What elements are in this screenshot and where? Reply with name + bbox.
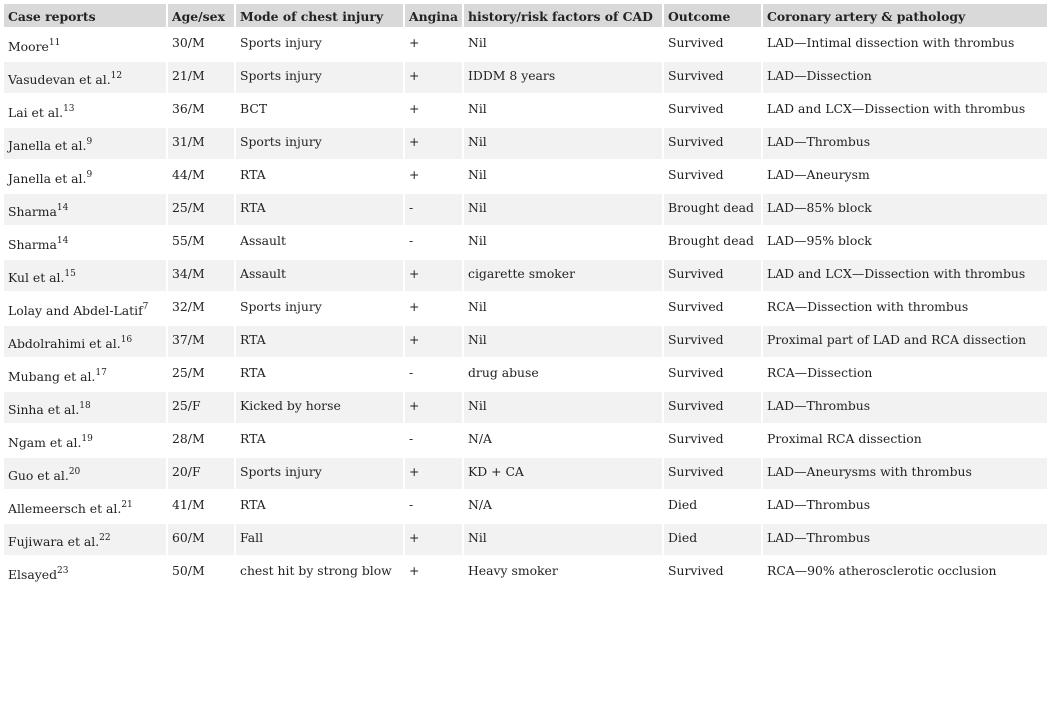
header-outcome: Outcome — [664, 4, 761, 27]
reference-number: 20 — [68, 467, 81, 477]
angina-cell: - — [409, 233, 414, 248]
outcome-cell: Survived — [664, 128, 761, 159]
outcome-cell: Survived — [664, 458, 761, 489]
history-cell: Nil — [464, 524, 662, 555]
case-cell — [4, 95, 166, 126]
age-sex-cell: 36/M — [172, 101, 205, 116]
pathology-cell: LAD—Thrombus — [763, 128, 1047, 159]
mode-cell: RTA — [240, 167, 266, 182]
pathology-cell: RCA—Dissection with thrombus — [767, 299, 969, 314]
reference-number: 23 — [57, 566, 69, 576]
mode-cell: Sports injury — [236, 128, 403, 159]
table-row — [4, 359, 1047, 390]
history-cell: Nil — [468, 101, 487, 116]
pathology-cell: Proximal part of LAD and RCA dissection — [763, 326, 1047, 357]
case-cell — [4, 557, 166, 588]
history-cell: drug abuse — [468, 365, 539, 380]
table-row — [4, 128, 1047, 159]
header-pathology: Coronary artery & pathology — [763, 4, 1047, 27]
outcome-cell: Brought dead — [664, 194, 761, 225]
mode-cell: Fall — [236, 524, 403, 555]
outcome-cell: Brought dead — [668, 233, 754, 248]
pathology-cell: LAD and LCX—Dissection with thrombus — [763, 260, 1047, 291]
reference-number: 9 — [86, 137, 93, 147]
outcome-cell: Survived — [668, 365, 724, 380]
history-cell: cigarette smoker — [464, 260, 662, 291]
age-sex-cell: 30/M — [172, 35, 205, 50]
angina-cell: + — [405, 260, 462, 291]
age-sex-cell: 32/M — [172, 299, 205, 314]
angina-cell: + — [405, 458, 462, 489]
case-name: Fujiwara et al. — [8, 534, 100, 549]
angina-cell: + — [405, 62, 462, 93]
history-cell: Heavy smoker — [468, 563, 558, 578]
pathology-cell: LAD—Aneurysms with thrombus — [763, 458, 1047, 489]
angina-cell: + — [409, 167, 420, 182]
angina-cell: + — [409, 35, 420, 50]
table-row — [4, 62, 1047, 93]
pathology-cell: LAD—Thrombus — [763, 524, 1047, 555]
header-mode: Mode of chest injury — [236, 4, 403, 27]
history-cell: N/A — [468, 431, 492, 446]
table-row — [4, 425, 1047, 456]
reference-number: 13 — [63, 104, 75, 114]
angina-cell: - — [409, 497, 414, 512]
table-row — [4, 227, 1047, 258]
case-cell — [4, 194, 166, 225]
age-sex-cell: 25/M — [168, 194, 234, 225]
history-cell: Nil — [468, 35, 487, 50]
history-cell: Nil — [468, 167, 487, 182]
case-cell — [4, 293, 166, 324]
angina-cell: + — [405, 128, 462, 159]
table-row — [4, 260, 1047, 291]
mode-cell: RTA — [236, 326, 403, 357]
case-name: Lolay and Abdel-Latif — [8, 303, 143, 318]
table-row — [4, 491, 1047, 522]
angina-cell: + — [405, 326, 462, 357]
reference-number: 22 — [99, 533, 111, 543]
case-name: Vasudevan et al. — [8, 72, 111, 87]
case-name: Abdolrahimi et al. — [8, 336, 121, 351]
case-cell — [4, 524, 166, 555]
case-name: Elsayed — [8, 567, 58, 582]
pathology-cell: LAD—95% block — [767, 233, 872, 248]
age-sex-cell: 44/M — [172, 167, 205, 182]
case-cell — [4, 359, 166, 390]
reference-number: 9 — [86, 170, 93, 180]
header-angina: Angina — [405, 4, 462, 27]
pathology-cell: LAD—Aneurysm — [767, 167, 870, 182]
age-sex-cell: 28/M — [172, 431, 205, 446]
reference-number: 16 — [120, 335, 133, 345]
angina-cell: + — [409, 299, 420, 314]
case-name: Janella et al. — [8, 138, 87, 153]
outcome-cell: Survived — [664, 260, 761, 291]
case-cell — [4, 260, 166, 291]
outcome-cell: Survived — [664, 326, 761, 357]
case-cell — [4, 227, 166, 258]
angina-cell: + — [409, 101, 420, 116]
history-cell: N/A — [468, 497, 492, 512]
table-row — [4, 293, 1047, 324]
table-row — [4, 95, 1047, 126]
header-case-reports: Case reports — [4, 4, 166, 27]
mode-cell: Assault — [236, 260, 403, 291]
case-name: Sinha et al. — [8, 402, 80, 417]
table-row — [4, 392, 1047, 423]
outcome-cell: Survived — [664, 392, 761, 423]
mode-cell: Sports injury — [236, 458, 403, 489]
angina-cell: - — [409, 431, 414, 446]
case-name: Mubang et al. — [8, 369, 96, 384]
outcome-cell: Survived — [664, 62, 761, 93]
table-row — [4, 458, 1047, 489]
case-name: Moore — [8, 39, 49, 54]
age-sex-cell: 37/M — [168, 326, 234, 357]
mode-cell: chest hit by strong blow — [240, 563, 392, 578]
history-cell: Nil — [464, 392, 662, 423]
history-cell: Nil — [468, 299, 487, 314]
pathology-cell: Proximal RCA dissection — [767, 431, 922, 446]
mode-cell: RTA — [236, 194, 403, 225]
table-row — [4, 161, 1047, 192]
outcome-cell: Survived — [668, 563, 724, 578]
age-sex-cell: 25/F — [168, 392, 234, 423]
header-age-sex: Age/sex — [168, 4, 234, 27]
case-name: Janella et al. — [8, 171, 87, 186]
reference-number: 17 — [95, 368, 107, 378]
case-cell — [4, 29, 166, 60]
age-sex-cell: 31/M — [168, 128, 234, 159]
case-name: Ngam et al. — [8, 435, 82, 450]
angina-cell: - — [405, 194, 462, 225]
header-history: history/risk factors of CAD — [464, 4, 662, 27]
reference-number: 12 — [110, 71, 123, 81]
reference-number: 18 — [79, 401, 91, 411]
pathology-cell: LAD and LCX—Dissection with thrombus — [767, 101, 1026, 116]
history-cell: KD + CA — [464, 458, 662, 489]
mode-cell: Sports injury — [236, 62, 403, 93]
angina-cell: + — [409, 563, 420, 578]
reference-number: 21 — [121, 500, 133, 510]
table-row — [4, 194, 1047, 225]
history-cell: IDDM 8 years — [464, 62, 662, 93]
outcome-cell: Survived — [668, 101, 724, 116]
mode-cell: RTA — [240, 431, 266, 446]
pathology-cell: RCA—90% atherosclerotic occlusion — [767, 563, 997, 578]
mode-cell: RTA — [240, 497, 266, 512]
table-row — [4, 29, 1047, 60]
mode-cell: BCT — [240, 101, 268, 116]
history-cell: Nil — [464, 128, 662, 159]
case-cell — [4, 161, 166, 192]
age-sex-cell: 25/M — [172, 365, 205, 380]
case-name: Guo et al. — [8, 468, 69, 483]
case-cell — [4, 425, 166, 456]
pathology-cell: LAD—Thrombus — [767, 497, 871, 512]
age-sex-cell: 50/M — [172, 563, 205, 578]
age-sex-cell: 20/F — [168, 458, 234, 489]
outcome-cell: Died — [664, 524, 761, 555]
mode-cell: RTA — [240, 365, 266, 380]
case-cell — [4, 491, 166, 522]
history-cell: Nil — [468, 233, 487, 248]
history-cell: Nil — [464, 326, 662, 357]
case-cell — [4, 392, 166, 423]
pathology-cell: LAD—Intimal dissection with thrombus — [767, 35, 1015, 50]
mode-cell: Sports injury — [240, 299, 322, 314]
pathology-cell: LAD—85% block — [763, 194, 1047, 225]
case-cell — [4, 326, 166, 357]
table-row — [4, 524, 1047, 555]
outcome-cell: Survived — [668, 431, 724, 446]
table-row — [4, 326, 1047, 357]
age-sex-cell: 41/M — [172, 497, 205, 512]
case-cell — [4, 62, 166, 93]
reference-number: 19 — [81, 434, 93, 444]
case-cell — [4, 458, 166, 489]
pathology-cell: RCA—Dissection — [767, 365, 873, 380]
case-name: Sharma — [8, 204, 57, 219]
table-row — [4, 557, 1047, 588]
age-sex-cell: 55/M — [172, 233, 205, 248]
header-row — [4, 4, 1047, 27]
outcome-cell: Died — [668, 497, 698, 512]
reference-number: 7 — [142, 302, 149, 312]
reference-number: 14 — [56, 236, 69, 246]
age-sex-cell: 21/M — [168, 62, 234, 93]
angina-cell: + — [405, 524, 462, 555]
mode-cell: Kicked by horse — [236, 392, 403, 423]
angina-cell: - — [409, 365, 414, 380]
reference-number: 14 — [56, 203, 69, 213]
mode-cell: Sports injury — [240, 35, 322, 50]
age-sex-cell: 60/M — [168, 524, 234, 555]
case-name: Kul et al. — [8, 270, 65, 285]
outcome-cell: Survived — [668, 167, 724, 182]
case-cell — [4, 128, 166, 159]
case-name: Sharma — [8, 237, 57, 252]
case-reports-table — [2, 2, 1049, 590]
history-cell: Nil — [464, 194, 662, 225]
age-sex-cell: 34/M — [168, 260, 234, 291]
angina-cell: + — [405, 392, 462, 423]
outcome-cell: Survived — [668, 35, 724, 50]
case-name: Allemeersch et al. — [8, 501, 122, 516]
reference-number: 11 — [48, 38, 61, 48]
reference-number: 15 — [64, 269, 76, 279]
pathology-cell: LAD—Dissection — [763, 62, 1047, 93]
mode-cell: Assault — [240, 233, 286, 248]
pathology-cell: LAD—Thrombus — [763, 392, 1047, 423]
outcome-cell: Survived — [668, 299, 724, 314]
case-name: Lai et al. — [8, 105, 64, 120]
